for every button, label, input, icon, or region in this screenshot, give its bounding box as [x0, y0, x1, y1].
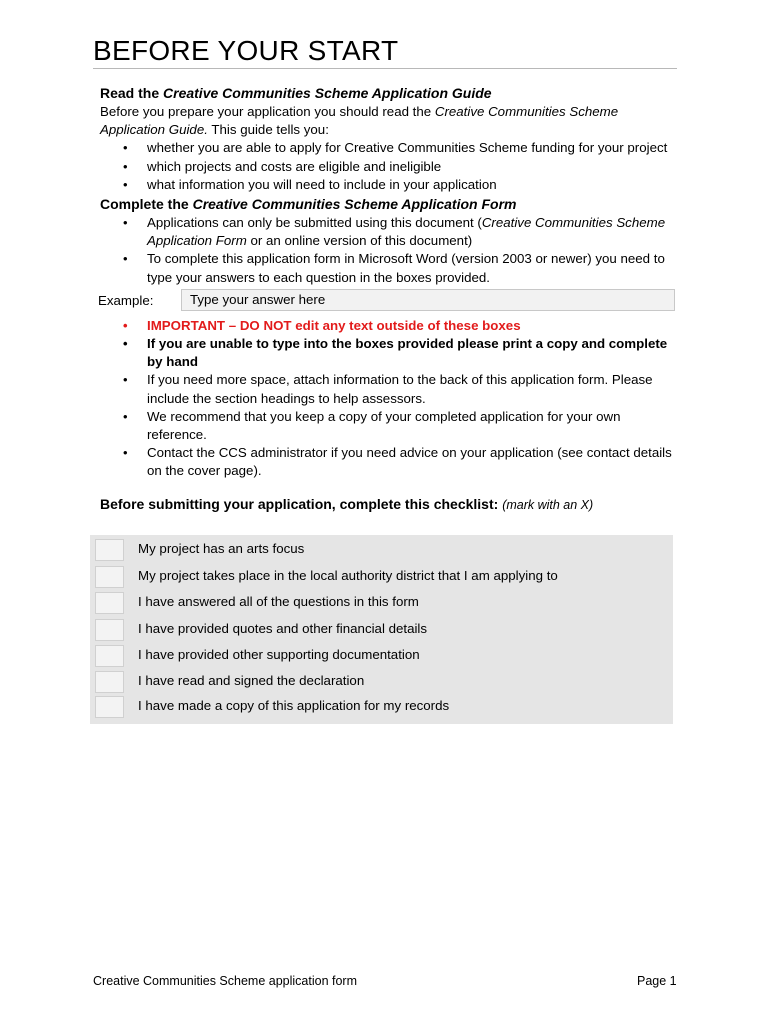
checklist-item-label: I have made a copy of this application for my records: [138, 698, 450, 713]
list-item: • If you are unable to type into the boxes provided please print a copy and complete by hand: [147, 335, 675, 371]
checklist-heading-text: Before submitting your application, complete this checklist:: [100, 495, 499, 512]
title-divider: [93, 68, 677, 69]
example-row: [98, 289, 675, 313]
checklist-row: [90, 537, 673, 563]
example-label: Example:: [98, 292, 154, 308]
list-item: • Contact the CCS administrator if you need advice on your application (see contact details on the cover page).: [147, 444, 675, 480]
heading-prefix: Read the: [100, 85, 164, 101]
checklist-row: [90, 564, 673, 590]
checkbox[interactable]: [95, 566, 124, 588]
checklist-row: [90, 643, 673, 669]
instructions-body: [100, 84, 675, 514]
list-item: • We recommend that you keep a copy of your completed application for your own reference.: [147, 408, 675, 444]
checklist-row: [90, 617, 673, 643]
checklist-item-label: I have provided quotes and other financial details: [138, 621, 428, 636]
list-item: • which projects and costs are eligible and ineligible: [147, 158, 675, 176]
checklist-row: [90, 590, 673, 616]
guide-intro: [100, 103, 675, 139]
checklist-row: [90, 669, 673, 695]
list-item: • To complete this application form in Microsoft Word (version 2003 or newer) you need to type your answers to each question in the boxes provided.: [147, 250, 675, 286]
form-bullet-list: [100, 214, 675, 287]
list-item: • what information you will need to include in your application: [147, 176, 675, 194]
checklist-note: (mark with an X): [502, 497, 594, 512]
notes-bullet-list: [100, 317, 675, 481]
checklist-item-label: I have answered all of the questions in this form: [138, 594, 419, 609]
example-answer-box[interactable]: Type your answer here: [181, 289, 675, 311]
bullet-text: or an online version of this document): [246, 233, 473, 249]
checkbox[interactable]: [95, 696, 124, 718]
checklist-heading: [100, 495, 675, 514]
checklist-item-label: My project takes place in the local authority district that I am applying to: [138, 568, 558, 583]
section-complete-form-heading: [100, 195, 675, 214]
checkbox[interactable]: [95, 592, 124, 614]
section-read-guide-heading: [100, 84, 675, 103]
list-item: [147, 214, 675, 250]
checkbox[interactable]: [95, 619, 124, 641]
checkbox[interactable]: [95, 539, 124, 561]
heading-form-title: Creative Communities Scheme Application Form: [192, 196, 517, 213]
important-warning: • IMPORTANT – DO NOT edit any text outside of these boxes: [147, 317, 675, 335]
list-item: • If you need more space, attach information to the back of this application form. Please include the section headings to help assessors.: [147, 371, 675, 407]
list-item: • whether you are able to apply for Creative Communities Scheme funding for your project: [147, 139, 675, 157]
intro-prefix: Before you prepare your application you should read the: [100, 104, 435, 119]
footer-document-name: Creative Communities Scheme application form: [93, 974, 357, 988]
bullet-text: Applications can only be submitted using this document (: [147, 215, 482, 231]
checkbox[interactable]: [95, 645, 124, 667]
heading-guide-title: Creative Communities Scheme Application Guide: [163, 85, 492, 101]
checkbox[interactable]: [95, 671, 124, 693]
checklist-item-label: I have read and signed the declaration: [138, 673, 365, 688]
checklist-item-label: My project has an arts focus: [138, 541, 305, 556]
intro-guide-title: Creative Communities Scheme Application Guide.: [100, 104, 619, 138]
checklist-row: [90, 694, 673, 720]
checklist-item-label: I have provided other supporting documentation: [138, 647, 420, 662]
bullet-form-title: Creative Communities Scheme Application Form: [147, 215, 666, 249]
intro-suffix: This guide tells you:: [207, 122, 329, 138]
heading-prefix: Complete the: [100, 196, 193, 213]
guide-bullet-list: [100, 139, 675, 194]
footer-page-number: Page 1: [637, 974, 677, 988]
checklist-table: [90, 535, 673, 724]
page-title: BEFORE YOUR START: [93, 35, 399, 66]
